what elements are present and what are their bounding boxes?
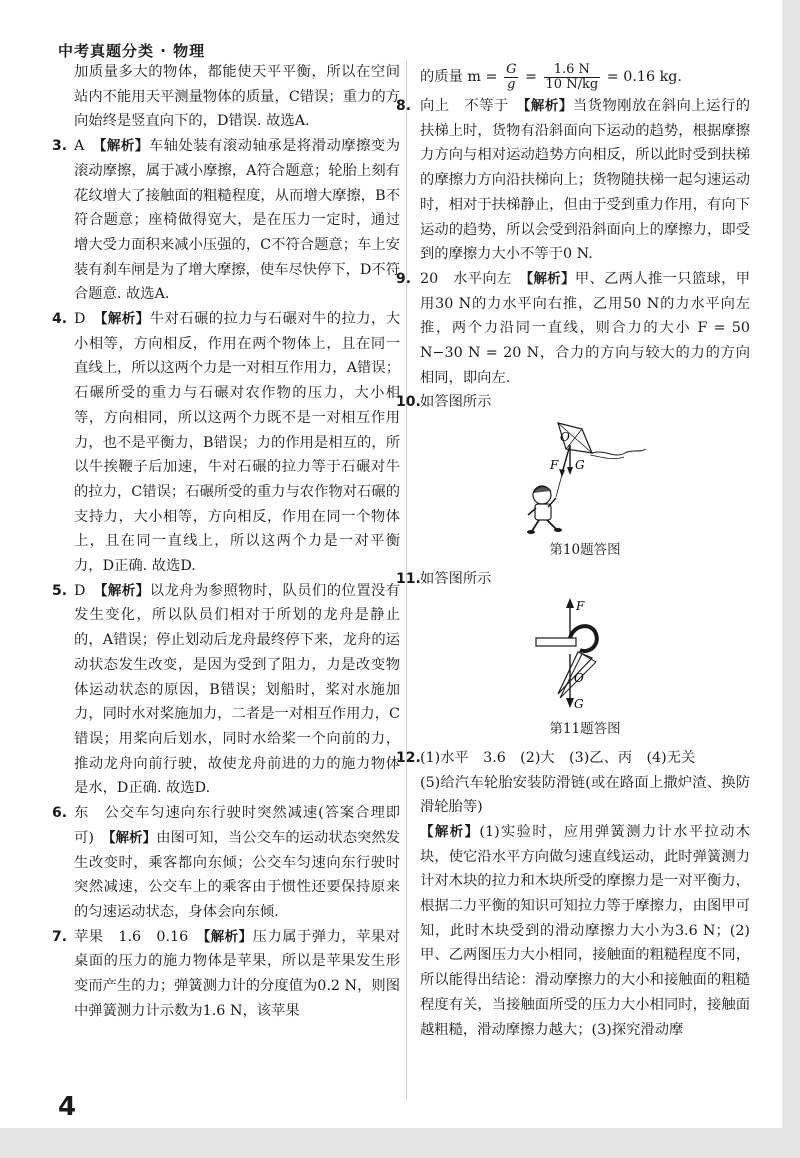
analysis-text: (1)实验时，应用弹簧测力计水平拉动木块，使它沿水平方向做匀速直线运动，此时弹簧测力计对木块的拉力和木块所受的摩擦力是一对平衡力，根据二力平衡的知识可知拉力等于摩擦力，由图甲可知，此时木块受到的滑动摩擦力大小为3.6 N；(2)甲、乙两图压力大小相同，接触面的粗糙程度不同，所以能得出结论：滑动摩擦力的大小和接触面的粗糙程度有关，当接触面所受的压力大小相同时，接触面越粗糙，滑动摩擦力越大；(3)探究滑动摩	[420, 823, 751, 1038]
question-number: 7.	[52, 928, 68, 945]
left-column	[52, 60, 401, 1023]
figure-10	[420, 419, 750, 537]
label-g: G	[575, 458, 585, 473]
question-number: 5.	[52, 582, 68, 599]
answer-line-2: (5)给汽车轮胎安装防滑链(或在路面上撒炉渣、换防滑轮胎等)	[420, 774, 750, 816]
analysis-tag: 【 解析 】	[93, 311, 149, 327]
analysis-tag: 【 解析 】	[102, 830, 156, 846]
horizontal-bar	[536, 638, 576, 646]
answer: 20 水平向左	[420, 270, 512, 287]
question-number: 11.	[396, 571, 421, 588]
right-column	[396, 60, 751, 1042]
answer: A	[74, 138, 85, 155]
answer: D	[74, 582, 86, 599]
arrow-f-icon	[559, 469, 565, 477]
question-3	[52, 134, 401, 307]
analysis-text: 甲、乙两人推一只篮球，甲用30 N的力水平向右推，乙用50 N的力水平向左推，两个力沿同一直线，则合力的大小 F = 50 N−30 N = 20 N，合力的方向与较大的力的方向相同，即向左.	[420, 270, 751, 386]
fraction-g-over-g: $\frac{G}{g}$	[506, 61, 517, 92]
label-f: F	[550, 458, 559, 473]
question-number: 3.	[52, 138, 68, 155]
label-o: O	[574, 670, 584, 685]
answer: 苹果 1.6 0.16	[74, 928, 189, 945]
question-6	[52, 801, 401, 925]
fraction-values: $\frac{1.6 N}{10 N/kg}$	[545, 61, 599, 92]
analysis-text: 当货物刚放在斜向上运行的扶梯上时，货物有沿斜面向下运动的趋势，根据摩擦力方向与相对运动趋势方向相反，所以此时受到扶梯的摩擦力方向沿扶梯向上；货物随扶梯一起匀速运动时，相对于扶梯静止，但由于受到重力作用，有向下运动的趋势，所以会受到沿斜面向上的摩擦力，即受到的摩擦力大小不等于0 N.	[420, 98, 751, 263]
analysis-tag: 【 解析 】	[520, 271, 575, 287]
kite-boy-diagram	[520, 419, 650, 537]
answer: D	[74, 311, 86, 328]
question-11	[396, 567, 750, 740]
question-7	[52, 925, 401, 1024]
page-number: 4	[58, 1092, 77, 1122]
arrow-f-icon	[566, 598, 574, 608]
answer: 如答图所示	[420, 394, 492, 411]
q7-continuation: 的质量 m = $\frac{G}{g}$ = $\frac{1.6 N}{10 N/kg}$ = 0.16 kg.	[420, 61, 682, 92]
label-g: G	[574, 696, 584, 711]
analysis-tag: 【 解析 】	[93, 583, 149, 599]
figure-11	[420, 596, 750, 716]
answer-line-1: (1)水平 3.6 (2)大 (3)乙、丙 (4)无关	[420, 749, 696, 766]
question-number: 4.	[52, 311, 68, 328]
question-5	[52, 579, 401, 801]
analysis-tag: 【 解析 】	[517, 98, 573, 114]
arrow-g-icon	[566, 698, 574, 708]
analysis-tag: 【 解析 】	[420, 824, 479, 840]
question-8	[396, 94, 751, 267]
question-10	[396, 390, 750, 561]
label-o: O	[560, 430, 570, 445]
label-f: F	[576, 598, 585, 613]
analysis-text: 以龙舟为参照物时，队员们的位置没有发生变化，所以队员们相对于所划的龙舟是静止的，A错误；停止划动后龙舟最终停下来，龙舟的运动状态发生改变，是因为受到了阻力，力是改变物体运动状态的原因，B错误；划船时，桨对水施加力，同时水对桨施加力，二者是一对相互作用力，C错误；用桨向后划水，同时水给桨一个向前的力，推动龙舟向前行驶，故使龙舟前进的力的施力物体是水，D正确. 故选D.	[74, 582, 401, 797]
page-edge-bottom	[0, 1128, 800, 1158]
question-4	[52, 307, 401, 579]
arrow-g-icon	[567, 467, 573, 475]
header-title: 中考真题分类 · 物理	[58, 42, 206, 60]
question-number: 12.	[396, 749, 421, 766]
q2-continuation: 加质量多大的物体，都能使天平平衡，所以在空间站内不能用天平测量物体的质量，C错误；重力的方向始终是竖直向下的，D错误. 故选A.	[74, 64, 400, 130]
question-12	[396, 746, 751, 1042]
answer: 东 公交车匀速向东行驶时突然减速(答案合理即可)	[74, 805, 400, 846]
question-number: 9.	[396, 270, 412, 287]
page-edge-right	[782, 0, 800, 1158]
answer: 如答图所示	[420, 571, 492, 588]
question-number: 6.	[52, 805, 68, 822]
question-number: 8.	[396, 98, 412, 114]
analysis-text: 车轴处装有滚动轴承是将滑动摩擦变为滚动摩擦，属于减小摩擦，A符合题意；轮胎上刻有花纹增大了接触面的粗糙程度，从而增大摩擦，B不符合题意；座椅做得宽大，是在压力一定时，通过增大受力面积来减小压强的，C不符合题意；车上安装有刹车闸是为了增大摩擦，使车尽快停下，D不符合题意. 故选A.	[74, 138, 401, 303]
answer: 向上 不等于	[420, 98, 509, 114]
analysis-text: 由图可知，当公交车的运动状态突然发生改变时，乘客都向东倾；公交车匀速向东行驶时突然减速，公交车上的乘客由于惯性还要保持原来的匀速运动状态，身体会向东倾.	[74, 829, 401, 920]
analysis-text: 牛对石碾的拉力与石碾对牛的拉力，大小相等，方向相反，作用在两个物体上，且在同一直线上，所以这两个力是一对相互作用力，A错误；石碾所受的重力与石碾对农作物的压力，大小相等，方向相同，所以这两个力既不是一对相互作用力，也不是平衡力，B错误；力的作用是相互的，所以牛挨鞭子后加速，牛对石碾的拉力等于石碾对牛的拉力，C错误；石碾所受的重力与农作物对石碾的支持力，大小相等，方向相反，作用在同一个物体上，且在同一直线上，所以这两个力是一对平衡力，D正确. 故选D.	[74, 311, 401, 575]
question-9	[396, 267, 751, 391]
hook-force-diagram	[530, 596, 640, 716]
analysis-text: 压力属于弹力，苹果对桌面的压力的施力物体是苹果，所以是苹果发生形变而产生的力；弹簧测力计的分度值为0.2 N，则图中弹簧测力计示数为1.6 N，该苹果	[74, 928, 401, 1019]
question-number: 10.	[396, 394, 421, 411]
figure-11-caption: 第11题答图	[549, 720, 621, 737]
analysis-tag: 【 解析 】	[196, 929, 252, 945]
figure-10-caption: 第10题答图	[549, 542, 621, 559]
analysis-tag: 【 解析 】	[92, 138, 149, 154]
